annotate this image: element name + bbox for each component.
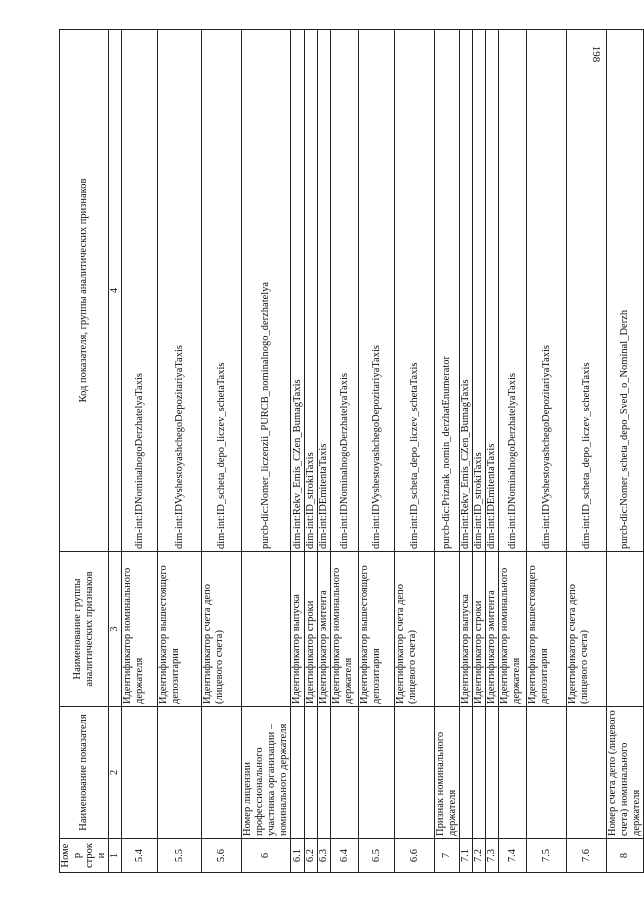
column-number: 3	[109, 552, 122, 707]
indicator-name-cell	[527, 707, 567, 839]
group-name-cell	[607, 552, 644, 707]
table-row	[318, 30, 331, 873]
group-name-cell: Идентификатор выпуска	[291, 552, 305, 707]
group-name-cell: Идентификатор вышестоящего депозитария	[158, 552, 202, 707]
group-name-cell: Идентификатор строки	[305, 552, 318, 707]
row-number-cell: 6	[242, 839, 291, 873]
indicator-name-cell	[486, 707, 499, 839]
group-name-cell	[242, 552, 291, 707]
indicator-name-cell	[567, 707, 607, 839]
code-cell: dim-int:Rekv_Emis_CZen_BumagTaxis	[291, 30, 305, 552]
group-name-cell: Идентификатор счета депо (лицевого счета)	[395, 552, 435, 707]
row-number-cell: 5.6	[202, 839, 242, 873]
table-row	[291, 30, 305, 873]
column-number-row	[109, 30, 122, 873]
indicator-name-cell	[460, 707, 473, 839]
code-cell: dim-int:IDNominalnogoDerzhatelyaTaxis	[331, 30, 359, 552]
indicator-name-cell: Признак номинального держателя	[435, 707, 460, 839]
table-row	[242, 30, 291, 873]
code-cell: purcb-dic:Nomer_scheta_depo_Sved_o_Nominal_Derzh	[607, 30, 644, 552]
code-cell: dim-int:Rekv_Emis_CZen_BumagTaxis	[460, 30, 473, 552]
group-name-cell: Идентификатор счета депо (лицевого счета)	[202, 552, 242, 707]
row-number-cell: 7.3	[486, 839, 499, 873]
code-cell: dim-int:IDVyshestoyashchegoDepozitariyaTaxis	[527, 30, 567, 552]
indicator-name-cell	[202, 707, 242, 839]
code-cell: purcb-dic:Nomer_liczenzii_PURCB_nominalnogo_derzhatelya	[242, 30, 291, 552]
indicator-name-cell	[359, 707, 395, 839]
indicator-name-cell	[122, 707, 158, 839]
group-name-cell: Идентификатор вышестоящего депозитария	[359, 552, 395, 707]
table-row	[202, 30, 242, 873]
group-name-cell: Идентификатор вышестоящего депозитария	[527, 552, 567, 707]
table-row	[122, 30, 158, 873]
indicator-name-cell: Номер счета депо (лицевого счета) номинального держателя	[607, 707, 644, 839]
table-row	[395, 30, 435, 873]
indicator-table	[59, 29, 644, 873]
indicator-name-cell	[318, 707, 331, 839]
row-number-cell: 7.6	[567, 839, 607, 873]
code-cell: dim-int:IDEmitentaTaxis	[318, 30, 331, 552]
code-cell: purcb-dic:Priznak_nomin_derzhatEnumerator	[435, 30, 460, 552]
code-cell: dim-int:IDNominalnogoDerzhatelyaTaxis	[499, 30, 527, 552]
table-row	[158, 30, 202, 873]
row-number-cell: 5.5	[158, 839, 202, 873]
table-row	[473, 30, 486, 873]
row-number-cell: 6.1	[291, 839, 305, 873]
table-row	[435, 30, 460, 873]
header-code: Код показателя, группы аналитических признаков	[60, 30, 109, 552]
row-number-cell: 5.4	[122, 839, 158, 873]
group-name-cell: Идентификатор строки	[473, 552, 486, 707]
indicator-name-cell	[158, 707, 202, 839]
code-cell: dim-int:IDNominalnogoDerzhatelyaTaxis	[122, 30, 158, 552]
indicator-name-cell	[395, 707, 435, 839]
code-cell: dim-int:ID_strokiTaxis	[473, 30, 486, 552]
row-number-cell: 7.1	[460, 839, 473, 873]
column-number: 4	[109, 30, 122, 552]
table-row	[460, 30, 473, 873]
row-number-cell: 6.4	[331, 839, 359, 873]
indicator-name-cell	[331, 707, 359, 839]
table-row	[486, 30, 499, 873]
group-name-cell: Идентификатор эмитента	[318, 552, 331, 707]
header-indicator-name: Наименование показателя	[60, 707, 109, 839]
table-body	[122, 30, 644, 873]
table-row	[527, 30, 567, 873]
indicator-name-cell	[499, 707, 527, 839]
code-cell: dim-int:IDVyshestoyashchegoDepozitariyaTaxis	[158, 30, 202, 552]
table-row	[499, 30, 527, 873]
row-number-cell: 8	[607, 839, 644, 873]
group-name-cell: Идентификатор эмитента	[486, 552, 499, 707]
group-name-cell: Идентификатор номинального держателя	[122, 552, 158, 707]
column-number: 2	[109, 707, 122, 839]
group-name-cell: Идентификатор номинального держателя	[331, 552, 359, 707]
code-cell: dim-int:IDVyshestoyashchegoDepozitariyaTaxis	[359, 30, 395, 552]
row-number-cell: 6.6	[395, 839, 435, 873]
header-row	[60, 30, 109, 873]
table-row	[567, 30, 607, 873]
code-cell: dim-int:IDEmitentaTaxis	[486, 30, 499, 552]
header-group-name: Наименование группы аналитических признаков	[60, 552, 109, 707]
row-number-cell: 7.5	[527, 839, 567, 873]
group-name-cell: Идентификатор выпуска	[460, 552, 473, 707]
row-number-cell: 7.2	[473, 839, 486, 873]
code-cell: dim-int:ID_scheta_depo_liczev_schetaTaxis	[395, 30, 435, 552]
code-cell: dim-int:ID_scheta_depo_liczev_schetaTaxis	[567, 30, 607, 552]
indicator-name-cell: Номер лицензии профессионального участника организации – номинального держателя	[242, 707, 291, 839]
group-name-cell: Идентификатор счета депо (лицевого счета)	[567, 552, 607, 707]
code-cell: dim-int:ID_strokiTaxis	[305, 30, 318, 552]
indicator-name-cell	[305, 707, 318, 839]
row-number-cell: 6.2	[305, 839, 318, 873]
code-cell: dim-int:ID_scheta_depo_liczev_schetaTaxis	[202, 30, 242, 552]
group-name-cell	[435, 552, 460, 707]
table-row	[305, 30, 318, 873]
table-row	[607, 30, 644, 873]
page-number: 198	[590, 45, 602, 63]
row-number-cell: 7.4	[499, 839, 527, 873]
table-row	[331, 30, 359, 873]
group-name-cell: Идентификатор номинального держателя	[499, 552, 527, 707]
row-number-cell: 7	[435, 839, 460, 873]
header-row-number: Номер строки	[60, 839, 109, 873]
table-row	[359, 30, 395, 873]
column-number: 1	[109, 839, 122, 873]
indicator-name-cell	[291, 707, 305, 839]
row-number-cell: 6.3	[318, 839, 331, 873]
indicator-name-cell	[473, 707, 486, 839]
row-number-cell: 6.5	[359, 839, 395, 873]
